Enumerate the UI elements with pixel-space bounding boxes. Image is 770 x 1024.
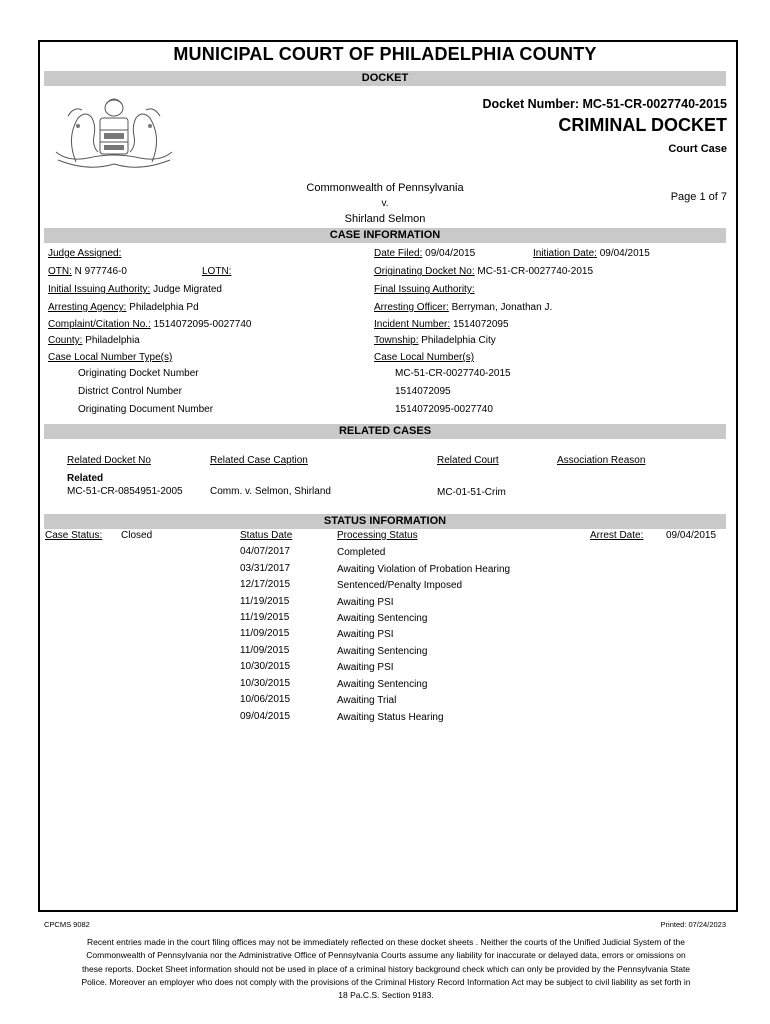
local-number: 1514072095-0027740: [395, 404, 493, 415]
local-number: MC-51-CR-0027740-2015: [395, 368, 511, 379]
col-related-caption: Related Case Caption: [210, 455, 308, 466]
initial-issuing-value: Judge Migrated: [153, 284, 222, 295]
col-processing-status: Processing Status: [337, 530, 418, 541]
case-information-band: CASE INFORMATION: [44, 228, 726, 243]
originating-docket-label: Originating Docket No:: [374, 266, 475, 277]
printed-date: Printed: 07/24/2023: [660, 920, 726, 929]
col-related-docket: Related Docket No: [67, 455, 151, 466]
related-cases-band: RELATED CASES: [44, 424, 726, 439]
township-label: Township:: [374, 335, 419, 346]
docket-type: CRIMINAL DOCKET: [558, 115, 727, 135]
township-value: Philadelphia City: [421, 335, 496, 346]
status-date: 11/09/2015: [240, 628, 290, 639]
originating-docket-value: MC-51-CR-0027740-2015: [477, 266, 594, 277]
page-indicator: Page 1 of 7: [670, 191, 727, 203]
local-type: Originating Document Number: [78, 404, 214, 415]
processing-status: Awaiting Sentencing: [337, 646, 428, 657]
disclaimer: Recent entries made in the court filing offices may not be immediately reflected on these docket sheets . Neither the courts of the Unified Judicial System of the Commonwealth of Pennsylvania nor the Administrative Office of Pennsylvania Courts assume any liability for inaccurate or delayed data, errors or omissions on these reports. Docket Sheet information should not be used in place of a criminal history background check which can only be provided by the Pennsylvania State Police. Moreover an employer who does not comply with the provisions of the Criminal History Record Information Act may be subject to civil liability as set forth in 18 Pa.C.S. Section 9183.: [81, 937, 691, 1001]
arresting-agency-label: Arresting Agency:: [48, 302, 127, 313]
status-date: 04/07/2017: [240, 546, 291, 557]
initial-issuing-authority: [48, 284, 222, 295]
judge-assigned-label: Judge Assigned:: [48, 248, 122, 259]
related-docket-value: MC-51-CR-0854951-2005: [67, 486, 183, 497]
col-related-court: Related Court: [437, 455, 499, 466]
initiation-date-value: 09/04/2015: [599, 248, 650, 259]
status-date: 11/19/2015: [240, 596, 290, 607]
arresting-agency-value: Philadelphia Pd: [129, 302, 199, 313]
township: [374, 335, 496, 346]
otn-value: N 977746-0: [74, 266, 127, 277]
status-date: 12/17/2015: [240, 579, 291, 590]
incident-label: Incident Number:: [374, 319, 451, 330]
incident-value: 1514072095: [452, 319, 509, 330]
caption-plaintiff: Commonwealth of Pennsylvania: [306, 182, 464, 194]
processing-status: Awaiting Trial: [337, 695, 397, 706]
initiation-date: [533, 248, 650, 259]
related-court-value: MC-01-51-Crim: [437, 487, 506, 498]
processing-status: Awaiting Violation of Probation Hearing: [337, 564, 511, 575]
incident-number: [374, 319, 509, 330]
county-value: Philadelphia: [85, 335, 140, 346]
status-date: 10/30/2015: [240, 661, 291, 672]
local-type: District Control Number: [78, 386, 182, 397]
status-information-band: STATUS INFORMATION: [44, 514, 726, 529]
pennsylvania-seal-icon: [48, 92, 180, 174]
case-status-label: Case Status:: [45, 530, 103, 541]
arresting-agency: [48, 302, 199, 313]
county: [48, 335, 140, 346]
processing-status: Awaiting PSI: [337, 629, 394, 640]
related-caption-value: Comm. v. Selmon, Shirland: [210, 486, 331, 497]
docket-number: Docket Number: MC-51-CR-0027740-2015: [482, 97, 727, 111]
status-date: 09/04/2015: [240, 711, 291, 722]
complaint-label: Complaint/Citation No.:: [48, 319, 151, 330]
processing-status: Awaiting Status Hearing: [337, 712, 444, 723]
processing-status: Awaiting Sentencing: [337, 679, 428, 690]
local-number-type-label: Case Local Number Type(s): [48, 352, 173, 363]
col-association-reason: Association Reason: [557, 455, 646, 466]
docket-band: DOCKET: [44, 71, 726, 86]
lotn-label: LOTN:: [202, 266, 232, 277]
complaint-value: 1514072095-0027740: [153, 319, 252, 330]
local-type: Originating Docket Number: [78, 368, 199, 379]
related-group-label: Related: [67, 473, 104, 484]
processing-status: Awaiting Sentencing: [337, 613, 428, 624]
status-date: 11/19/2015: [240, 612, 290, 623]
date-filed-label: Date Filed:: [374, 248, 423, 259]
arresting-officer-label: Arresting Officer:: [374, 302, 449, 313]
otn-label: OTN:: [48, 266, 72, 277]
final-issuing-label: Final Issuing Authority:: [374, 284, 475, 295]
originating-docket: [374, 266, 593, 277]
status-date: 03/31/2017: [240, 563, 291, 574]
processing-status: Awaiting PSI: [337, 597, 394, 608]
local-numbers-label: Case Local Number(s): [374, 352, 475, 363]
processing-status: Completed: [337, 547, 386, 558]
caption-defendant: Shirland Selmon: [344, 213, 426, 225]
form-id: CPCMS 9082: [44, 920, 90, 929]
initiation-date-label: Initiation Date:: [533, 248, 597, 259]
status-date: 11/09/2015: [240, 645, 290, 656]
case-kind: Court Case: [668, 143, 727, 155]
initial-issuing-label: Initial Issuing Authority:: [48, 284, 151, 295]
col-status-date: Status Date: [240, 530, 293, 541]
arresting-officer: [374, 302, 552, 313]
arrest-date-value: 09/04/2015: [666, 530, 717, 541]
date-filed: [374, 248, 475, 259]
county-label: County:: [48, 335, 83, 346]
caption-versus: v.: [381, 198, 389, 209]
date-filed-value: 09/04/2015: [425, 248, 476, 259]
complaint-citation: [48, 319, 252, 330]
otn: [48, 266, 127, 277]
court-title: MUNICIPAL COURT OF PHILADELPHIA COUNTY: [173, 44, 597, 64]
case-status-value: Closed: [121, 530, 153, 541]
processing-status: Awaiting PSI: [337, 662, 394, 673]
status-date: 10/30/2015: [240, 678, 291, 689]
arrest-date-label: Arrest Date:: [590, 530, 644, 541]
local-number: 1514072095: [395, 386, 451, 397]
processing-status: Sentenced/Penalty Imposed: [337, 580, 463, 591]
arresting-officer-value: Berryman, Jonathan J.: [451, 302, 553, 313]
status-date: 10/06/2015: [240, 694, 291, 705]
